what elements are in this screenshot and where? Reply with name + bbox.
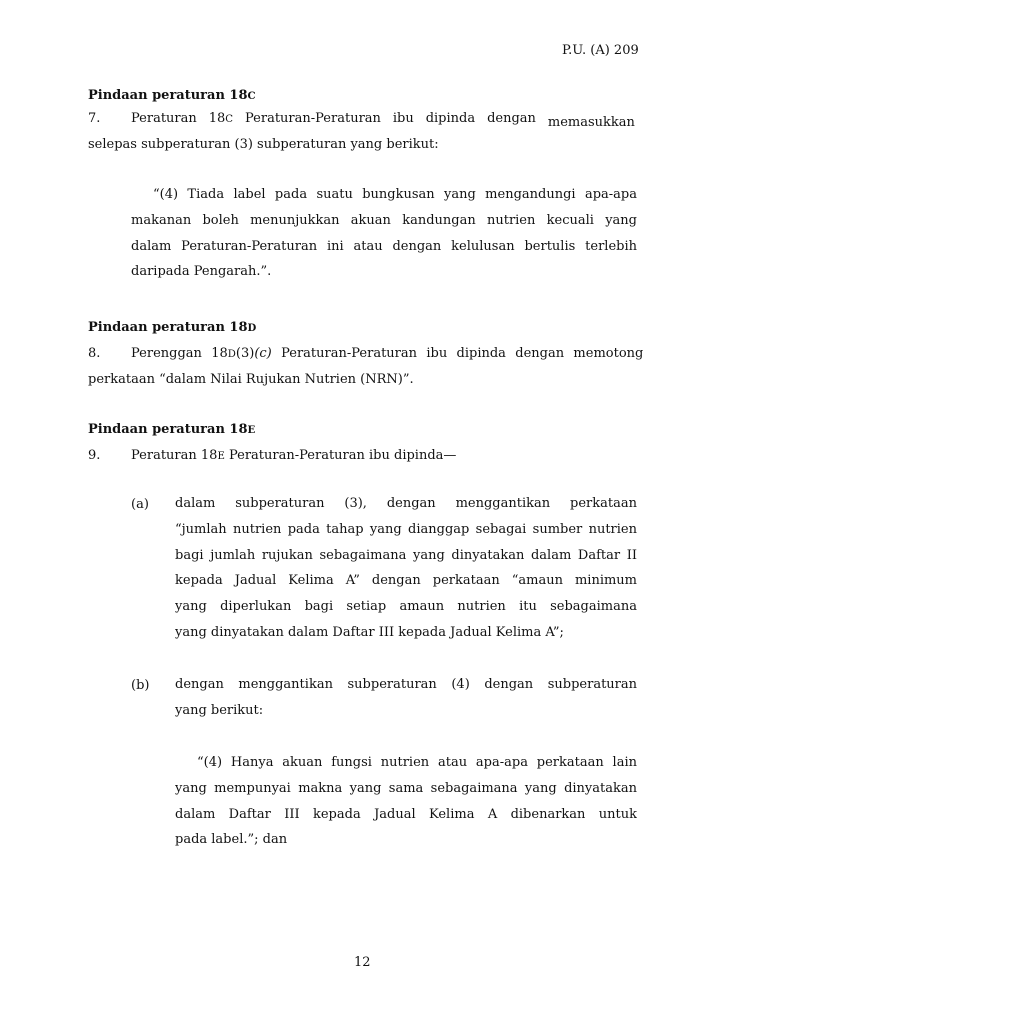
section-number: 9. (88, 448, 101, 463)
section-line: Peraturan 18E Peraturan-Peraturan ibu dipinda— (131, 448, 457, 463)
page-number: 12 (354, 955, 371, 970)
section-line: Perenggan 18D(3)(c) Peraturan-Peraturan ibu dipinda dengan memotong (131, 346, 644, 361)
section-line: selepas subperaturan (3) subperaturan yang berikut: (88, 137, 439, 152)
quoted-subregulation: “(4) Tiada label pada suatu bungkusan yang mengandungi apa-apa makanan boleh menunjukkan akuan kandungan nutrien kecuali yang dalam Peraturan-Peraturan ini atau dengan kelulusan bertulis terlebih daripada Pengarah.”. (131, 187, 637, 280)
quoted-subregulation: “(4) Hanya akuan fungsi nutrien atau apa-apa perkataan lain yang mempunyai makna yang sama sebagaimana yang dinyatakan dalam Daftar III kepada Jadual Kelima A dibenarkan untuk pada label.”; dan (175, 755, 637, 848)
section-heading-18e: Pindaan peraturan 18E (88, 422, 256, 437)
amendment-item-b: dengan menggantikan subperaturan (4) dengan subperaturan yang berikut: (175, 677, 637, 718)
section-line: Peraturan 18C Peraturan-Peraturan ibu dipinda dengan memasukkan (131, 111, 635, 130)
amendment-item-a: dalam subperaturan (3), dengan menggantikan perkataan “jumlah nutrien pada tahap yang dianggap sebagai sumber nutrien bagi jumlah rujukan sebagaimana yang dinyatakan dalam Daftar II kepada Jadual Kelima A” dengan perkataan “amaun minimum yang diperlukan bagi setiap amaun nutrien itu sebagaimana yang dinyatakan dalam Daftar III kepada Jadual Kelima A”; (175, 496, 637, 640)
item-label: (b) (131, 678, 150, 693)
section-heading-18c: Pindaan peraturan 18C (88, 88, 256, 103)
document-reference: P.U. (A) 209 (562, 43, 639, 58)
item-label: (a) (131, 497, 149, 512)
section-number: 8. (88, 346, 101, 361)
section-line: perkataan “dalam Nilai Rujukan Nutrien (NRN)”. (88, 372, 414, 387)
section-heading-18d: Pindaan peraturan 18D (88, 320, 257, 335)
section-number: 7. (88, 111, 101, 126)
